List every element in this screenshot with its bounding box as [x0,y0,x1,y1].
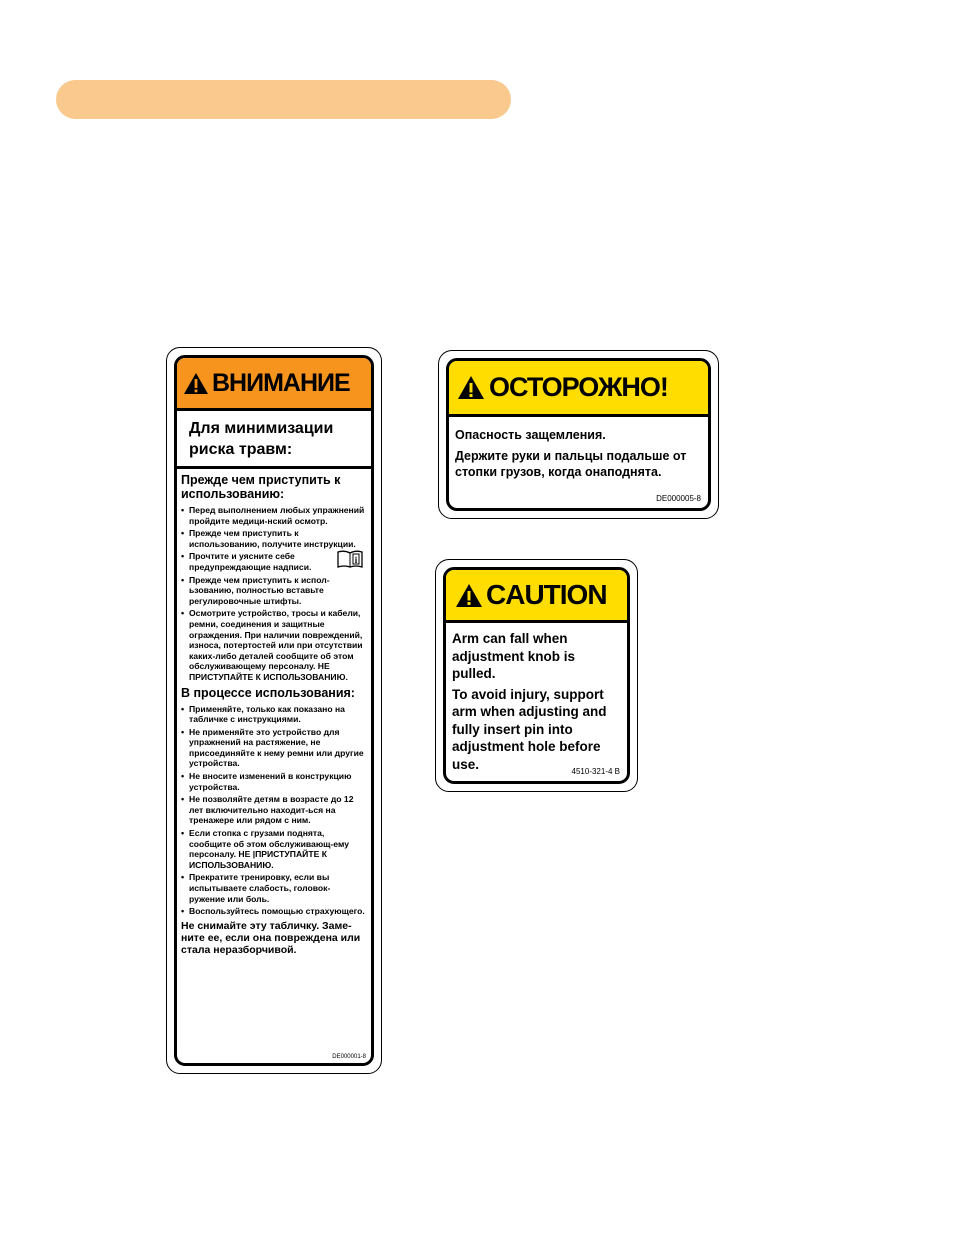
list-item [181,551,365,572]
warning-label-frame [443,567,630,784]
list-item: • Прежде чем приступить к использованию, получите инструкции. [181,528,365,549]
section-heading: Прежде чем приступить к использованию: [181,473,341,501]
warning-label-russian [166,347,382,1074]
label-body [177,469,371,956]
warning-triangle-icon [455,583,483,608]
read-manual-icon [337,549,363,571]
list-item: • Прежде чем приступить к испол-ьзованию, полностью вставьте регулировочные штифты. [181,575,365,607]
list-item: • Перед выполнением любых упражнений пройдите медици-нский осмотр. [181,505,365,526]
footer-note: Не снимайте эту табличку. Заме-ните ее, если она повреждена или стала неразборчивой. [181,919,361,956]
label-text: Arm can fall when adjustment knob is pulled. [452,631,576,681]
subtitle-line: Для минимизации [189,420,334,437]
list-item: • Не применяйте это устройство для упражнений на растяжение, не присоединяйте к нему ремни или другие устройства. [181,727,365,769]
signal-word: CAUTION [486,579,607,610]
list-item: • Прекратите тренировку, если вы испытываете слабость, головок-ружение или боль. [181,872,365,904]
label-subtitle [177,411,371,469]
bullet-list [181,704,365,917]
list-item: • Воспользуйтесь помощью страхующего. [181,906,365,917]
list-item: • Если стопка с грузами поднята, сообщите об этом обслуживающ-ему персоналу. НЕ |ПРИСТУПАЙТЕ К ИСПОЛЬЗОВАНИЮ. [181,828,365,870]
label-code: 4510-321-4 B [571,767,620,776]
list-item: • Применяйте, только как показано на табличке с инструкциями. [181,704,365,725]
label-body [449,417,708,480]
label-text: Держите руки и пальцы подальше от стопки грузов, когда онаподнята. [455,449,687,479]
warning-label-frame [446,358,711,511]
warning-label-frame [174,355,374,1066]
label-code: DE000005-8 [656,494,701,503]
bullet-list [181,505,365,683]
section-heading: В процессе использования: [181,685,355,700]
list-item: • Не позволяйте детям в возрасте до 12 лет включительно находит-ься на тренажере или рядом с ним. [181,794,365,826]
section-header-bar [56,80,511,119]
label-body [446,623,627,773]
caution-label-arm [435,559,638,792]
label-text: To avoid injury, support arm when adjusting and fully insert pin into adjustment hole before use. [452,686,607,772]
warning-triangle-icon [457,375,485,400]
list-item-text: Прочтите и уясните себе предупреждающие надписи. [189,551,312,572]
signal-word: ОСТОРОЖНО! [489,372,668,402]
signal-header-yellow [449,361,708,417]
warning-triangle-icon [183,372,209,395]
list-item: • Осмотрите устройство, тросы и кабели, ремни, соединения и защитные ограждения. При наличии повреждений, износа, потертостей или при отсутствии каких-либо деталей сообщите об этом обслуживающему персоналу. НЕ ПРИСТУПАЙТЕ К ИСПОЛЬЗОВАНИЮ. [181,608,365,682]
list-item: • Не вносите изменений в конструкцию устройства. [181,771,365,792]
signal-header-yellow [446,570,627,623]
signal-header-orange [177,358,371,411]
signal-word: ВНИМАНИЕ [212,368,350,397]
label-text: Опасность защемления. [455,428,606,442]
warning-label-pinch [438,350,719,519]
svg-text:i: i [354,555,358,566]
label-code: DE000001-8 [332,1054,366,1060]
subtitle-line: риска травм: [189,441,293,458]
